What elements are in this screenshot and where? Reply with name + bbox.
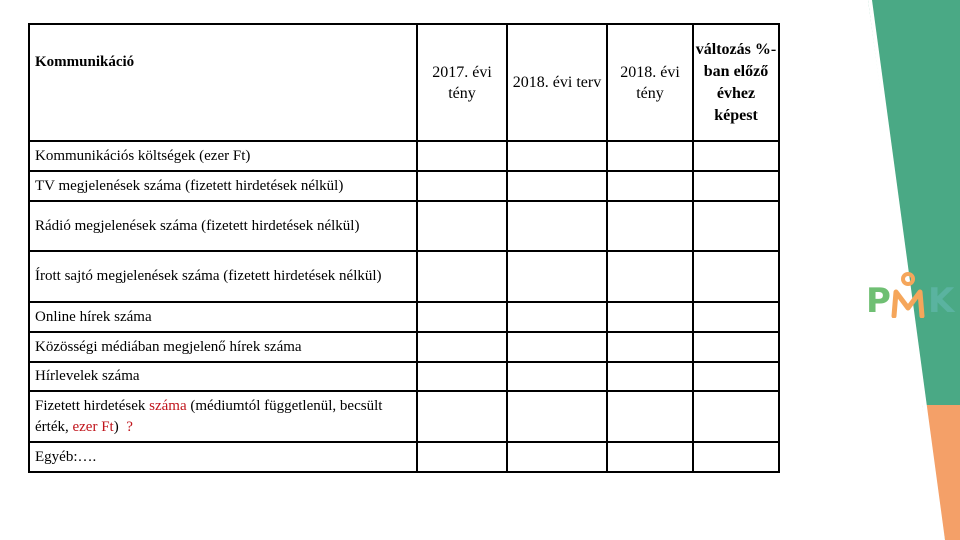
value-cell[interactable] [507,362,607,391]
value-cell[interactable] [507,442,607,472]
value-cell[interactable] [693,391,779,442]
table-row [29,332,779,362]
value-cell[interactable] [417,201,507,251]
logo-letter-p: P [866,281,891,321]
value-cell[interactable] [417,362,507,391]
col-head-2017-teny: 2017. évi tény [417,24,507,141]
value-cell[interactable] [507,171,607,201]
header-label: Kommunikáció [29,24,417,141]
value-cell[interactable] [607,302,693,332]
value-cell[interactable] [693,141,779,171]
value-cell[interactable] [507,391,607,442]
pmk-logo [866,272,958,322]
value-cell[interactable] [417,391,507,442]
logo-letter-k: K [928,281,955,321]
value-cell[interactable] [507,332,607,362]
question-mark: ? [126,418,133,435]
value-cell[interactable] [693,442,779,472]
table-row [29,201,779,251]
communication-table [28,23,780,473]
value-cell[interactable] [607,362,693,391]
table-row [29,391,779,442]
value-cell[interactable] [507,302,607,332]
table-row [29,171,779,201]
col-head-2018-teny: 2018. évi tény [607,24,693,141]
value-cell[interactable] [607,391,693,442]
value-cell[interactable] [507,201,607,251]
row-label: Közösségi médiában megjelenő hírek száma [29,332,417,362]
value-cell[interactable] [607,251,693,302]
value-cell[interactable] [507,251,607,302]
value-cell[interactable] [417,251,507,302]
col-head-valtozas: változás %-ban előző évhez képest [693,24,779,141]
value-cell[interactable] [693,171,779,201]
value-cell[interactable] [417,141,507,171]
logo-figure-icon [890,272,926,318]
value-cell[interactable] [693,362,779,391]
row-label: Rádió megjelenések száma (fizetett hirdetések nélkül) [29,201,417,251]
row-label: Egyéb:…. [29,442,417,472]
table-header-row [29,24,779,141]
table-row [29,141,779,171]
value-cell[interactable] [417,171,507,201]
row-label: Írott sajtó megjelenések száma (fizetett hirdetések nélkül) [29,251,417,302]
value-cell[interactable] [507,141,607,171]
label-part: Fizetett hirdetések [35,397,150,414]
value-cell[interactable] [607,442,693,472]
label-part: (médiumtól függetlenül, becsült érték, [35,397,383,435]
label-part-highlight: száma [149,397,187,414]
value-cell[interactable] [693,201,779,251]
row-label: TV megjelenések száma (fizetett hirdetések nélkül) [29,171,417,201]
value-cell[interactable] [607,332,693,362]
table-row [29,251,779,302]
value-cell[interactable] [693,251,779,302]
value-cell[interactable] [417,332,507,362]
label-part-highlight: ezer Ft [72,418,114,435]
label-part: ) [113,418,127,435]
row-label: Online hírek száma [29,302,417,332]
value-cell[interactable] [693,302,779,332]
table-row [29,442,779,472]
row-label: Kommunikációs költségek (ezer Ft) [29,141,417,171]
value-cell[interactable] [607,201,693,251]
value-cell[interactable] [417,302,507,332]
row-label-paid-ads [29,391,417,442]
value-cell[interactable] [607,141,693,171]
table-row [29,362,779,391]
value-cell[interactable] [607,171,693,201]
value-cell[interactable] [693,332,779,362]
value-cell[interactable] [417,442,507,472]
col-head-2018-terv: 2018. évi terv [507,24,607,141]
row-label: Hírlevelek száma [29,362,417,391]
table-row [29,302,779,332]
